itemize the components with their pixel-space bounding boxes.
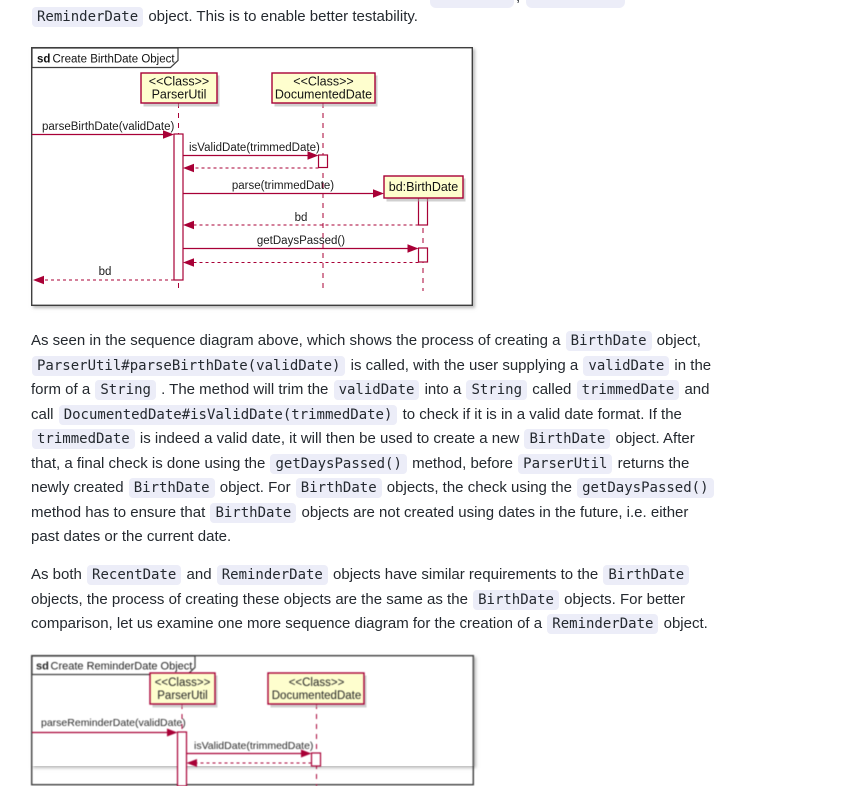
- text-segment: to check if it is in a valid date format. If the: [398, 405, 682, 423]
- inline-code: ReminderDate: [217, 565, 328, 585]
- inline-code: BirthDate: [296, 478, 382, 498]
- text-segment: method has to ensure that: [31, 503, 210, 521]
- participant-stereotype: <<Class>>: [293, 74, 354, 89]
- message-parse-birthdate: [32, 121, 174, 139]
- participant-stereotype: <<Class>>: [148, 74, 210, 89]
- text-segment: As seen in the sequence diagram above, which shows the process of creating a: [31, 332, 565, 349]
- sequence-diagram-birthdate: [31, 47, 473, 306]
- text-segment: is indeed a valid date, it will then be used to create a new: [135, 430, 524, 447]
- text-segment: objects are not created using dates in the future, i.e. either: [297, 503, 689, 521]
- inline-code: BirthDate: [129, 478, 215, 498]
- participant-documenteddate: [268, 673, 367, 708]
- text-segment: object. This is to enable better testability.: [144, 8, 418, 25]
- inline-code: BirthDate: [603, 565, 689, 585]
- text-segment: objects. For better: [559, 590, 686, 608]
- text-segment: called: [528, 381, 576, 398]
- diagram-title: Create ReminderDate Object: [50, 660, 193, 673]
- message-label: bd: [294, 212, 308, 224]
- inline-code: BirthDate: [210, 503, 296, 523]
- inline-code: getDaysPassed(): [270, 454, 406, 474]
- cutoff-inline-code: [526, 0, 625, 8]
- inline-code: String: [466, 380, 527, 400]
- sd-keyword: sd: [37, 53, 51, 66]
- diagram-title: Create BirthDate Object: [52, 53, 175, 66]
- participant-parserutil: [141, 73, 220, 107]
- inline-code: ParserUtil: [518, 454, 612, 474]
- sequence-diagram-reminderdate-svg: [31, 655, 474, 786]
- object-name: bd:BirthDate: [388, 180, 459, 194]
- inline-code: DocumentedDate#isValidDate(trimmedDate): [59, 405, 398, 425]
- text-segment: objects, the check using the: [382, 479, 577, 496]
- text-segment: call: [31, 405, 58, 423]
- message-isvaliddate: [187, 740, 314, 767]
- paragraph-1: [31, 329, 715, 550]
- message-parse-reminderdate: [32, 717, 186, 737]
- text-segment: objects have similar requirements to the: [328, 566, 603, 583]
- text-segment: in the: [670, 356, 712, 374]
- message-label: parse(trimmedDate): [231, 180, 335, 192]
- inline-code: BirthDate: [473, 590, 559, 610]
- text-segment: object. For: [215, 479, 295, 496]
- message-return-bd: [183, 212, 419, 229]
- text-line: [31, 5, 418, 30]
- text-line: [31, 354, 715, 379]
- inline-code: trimmedDate: [577, 380, 680, 400]
- text-line: [31, 563, 708, 588]
- text-segment: and: [182, 566, 216, 583]
- message-label: getDaysPassed(): [256, 235, 346, 247]
- participant-documenteddate: [272, 73, 378, 107]
- inline-code: validDate: [583, 356, 669, 376]
- created-object-bd-birthdate: [384, 176, 466, 202]
- inline-code: BirthDate: [566, 331, 652, 351]
- text-segment: object,: [652, 332, 701, 349]
- text-segment: object. After: [611, 430, 695, 447]
- inline-code: RecentDate: [87, 565, 181, 585]
- text-line: [31, 403, 715, 428]
- message-final-return-bd: [33, 266, 174, 284]
- message-label: isValidDate(trimmedDate): [194, 740, 314, 752]
- text-segment: objects, the process of creating these objects are the same as the: [31, 590, 473, 608]
- text-line: [31, 329, 715, 354]
- participant-name: ParserUtil: [151, 87, 207, 102]
- text-segment: past dates or the current date.: [31, 528, 232, 545]
- text-segment: that, a final check is done using the: [31, 454, 270, 472]
- sequence-diagram-birthdate-svg: [31, 47, 473, 306]
- text-segment: and: [680, 381, 710, 398]
- sd-keyword: sd: [36, 660, 49, 673]
- inline-code: BirthDate: [524, 429, 610, 449]
- message-getdayspassed: [183, 235, 419, 267]
- inline-code: validDate: [334, 380, 420, 400]
- inline-code: String: [95, 380, 156, 400]
- text-line: [31, 525, 715, 550]
- message-label: bd: [98, 266, 112, 278]
- text-segment: is called, with the user supplying a: [346, 356, 583, 374]
- text-segment: . The method will trim the: [156, 381, 333, 398]
- text-segment: object.: [659, 615, 708, 632]
- participant-name: ParserUtil: [157, 690, 208, 702]
- participant-stereotype: <<Class>>: [288, 677, 345, 689]
- text-line: [31, 612, 708, 637]
- message-parse-create: [183, 180, 384, 198]
- text-segment: As both: [31, 566, 87, 583]
- text-line: [31, 452, 715, 477]
- inline-code: trimmedDate: [32, 429, 135, 449]
- cutoff-inline-code: [430, 0, 514, 8]
- cutoff-comma: [516, 0, 520, 8]
- participant-name: DocumentedDate: [271, 690, 362, 702]
- message-label: isValidDate(trimmedDate): [189, 142, 320, 154]
- text-segment: form of a: [31, 381, 95, 398]
- inline-code: ParserUtil#parseBirthDate(validDate): [32, 356, 345, 376]
- paragraph-2: [31, 563, 708, 637]
- inline-code: ReminderDate: [32, 7, 143, 27]
- sequence-diagram-reminderdate: [31, 655, 474, 766]
- text-segment: comparison, let us examine one more sequence diagram for the creation of a: [31, 615, 547, 632]
- participant-name: DocumentedDate: [274, 87, 373, 102]
- text-segment: returns the: [613, 454, 690, 472]
- text-line: [31, 378, 715, 403]
- text-segment: newly created: [31, 479, 128, 496]
- text-segment: method, before: [407, 454, 518, 472]
- inline-code: ReminderDate: [547, 614, 658, 634]
- message-label: parseReminderDate(validDate): [41, 717, 186, 729]
- text-segment: into a: [420, 381, 466, 398]
- text-line: [31, 588, 708, 613]
- intro-paragraph: [31, 5, 418, 30]
- inline-code: getDaysPassed(): [577, 478, 713, 498]
- text-line: [31, 476, 715, 501]
- text-line: [31, 501, 715, 526]
- message-isvaliddate: [183, 142, 320, 172]
- participant-parserutil: [150, 673, 218, 708]
- participant-stereotype: <<Class>>: [154, 677, 211, 689]
- text-line: [31, 427, 715, 452]
- message-label: parseBirthDate(validDate): [42, 121, 175, 133]
